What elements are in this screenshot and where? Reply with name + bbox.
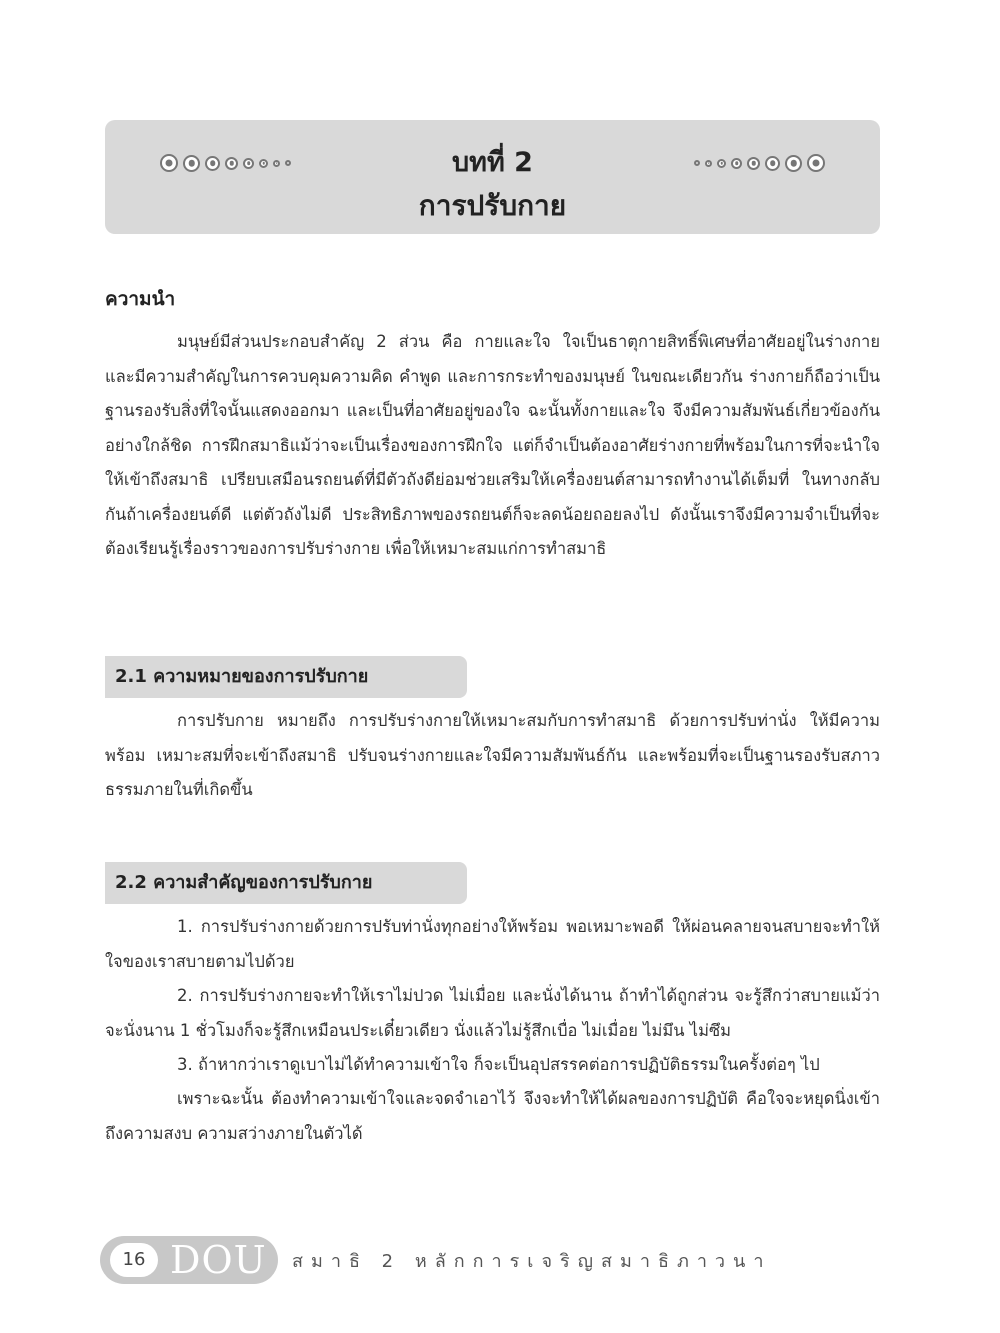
section-2-1-heading: 2.1 ความหมายของการปรับกาย bbox=[105, 656, 467, 698]
ornament-circle-icon bbox=[694, 160, 700, 166]
decorative-dots-right bbox=[694, 154, 825, 172]
conclusion-paragraph: เพราะฉะนั้น ต้องทำความเข้าใจและจดจำเอาไว้ จึงจะทำให้ได้ผลของการปฏิบัติ คือใจจะหยุดนิ่งเข้าถึงความสงบ ความสว่างภายในตัวได้ bbox=[105, 1089, 880, 1143]
intro-paragraph: มนุษย์มีส่วนประกอบสำคัญ 2 ส่วน คือ กายและใจ ใจเป็นธาตุกายสิทธิ์พิเศษที่อาศัยอยู่ในร่างกาย และมีความสำคัญในการควบคุมความคิด คำพูด และการกระทำของมนุษย์ ในขณะเดียวกัน ร่างกายก็ถือว่าเป็นฐานรองรับสิ่งที่ใจนั้นแสดงออกมา และเป็นที่อาศัยอยู่ของใจ ฉะนั้นทั้งกายและใจ จึงมีความสัมพันธ์เกี่ยวข้องกันอย่างใกล้ชิด การฝึกสมาธิแม้ว่าจะเป็นเรื่องของการฝึกใจ แต่ก็จำเป็นต้องอาศัยร่างกายที่พร้อมในการที่จะนำใจให้เข้าถึงสมาธิ เปรียบเสมือนรถยนต์ที่มีตัวถังดีย่อมช่วยเสริมให้เครื่องยนต์สามารถทำงานได้เต็มที่ ในทางกลับกันถ้าเครื่องยนต์ดี แต่ตัวถังไม่ดี ประสิทธิภาพของรถยนต์ก็จะลดน้อยถอยลงไป ดังนั้นเราจึงมีความจำเป็นที่จะต้องเรียนรู้เรื่องราวของการปรับร่างกาย เพื่อให้เหมาะสมแก่การทำสมาธิ bbox=[105, 332, 880, 558]
list-item: 1. การปรับร่างกายด้วยการปรับท่านั่งทุกอย่างให้พร้อม พอเหมาะพอดี ให้ผ่อนคลายจนสบายจะทำให้ใจของเราสบายตามไปด้วย bbox=[105, 917, 880, 971]
ornament-circle-icon bbox=[705, 160, 712, 167]
ornament-circle-icon bbox=[807, 154, 825, 172]
dou-logo: DOU bbox=[170, 1238, 267, 1282]
section-2-2-heading: 2.2 ความสำคัญของการปรับกาย bbox=[105, 862, 467, 904]
section-2-1-paragraph: การปรับกาย หมายถึง การปรับร่างกายให้เหมาะสมกับการทำสมาธิ ด้วยการปรับท่านั่ง ให้มีความพร้อม เหมาะสมที่จะเข้าถึงสมาธิ ปรับจนร่างกายและใจมีความสัมพันธ์กัน และพร้อมที่จะเป็นฐานรองรับสภาวธรรมภายในที่เกิดขึ้น bbox=[105, 711, 880, 799]
page-footer bbox=[100, 1236, 771, 1284]
list-item: 3. ถ้าหากว่าเราดูเบาไม่ได้ทำความเข้าใจ ก็จะเป็นอุปสรรคต่อการปฏิบัติธรรมในครั้งต่อๆ ไป bbox=[177, 1055, 820, 1074]
ornament-circle-icon bbox=[747, 157, 760, 170]
page-number: 16 bbox=[110, 1243, 158, 1277]
footer-badge bbox=[100, 1236, 278, 1284]
ornament-circle-icon bbox=[731, 158, 742, 169]
chapter-title: การปรับกาย bbox=[418, 189, 567, 222]
ornament-circle-icon bbox=[717, 159, 726, 168]
chapter-header bbox=[105, 120, 880, 234]
chapter-number: บทที่ 2 bbox=[452, 147, 533, 178]
book-title: สมาธิ 2 หลักการเจริญสมาธิภาวนา bbox=[292, 1250, 772, 1272]
list-item: 2. การปรับร่างกายจะทำให้เราไม่ปวด ไม่เมื่อย และนั่งได้นาน ถ้าทำได้ถูกส่วน จะรู้สึกว่าสบายแม้ว่าจะนั่งนาน 1 ชั่วโมงก็จะรู้สึกเหมือนประเดี๋ยวเดียว นั่งแล้วไม่รู้สึกเบื่อ ไม่เมื่อย ไม่มึน ไม่ซึม bbox=[105, 986, 880, 1040]
ornament-circle-icon bbox=[765, 156, 780, 171]
ornament-circle-icon bbox=[785, 155, 802, 172]
intro-heading: ความนำ bbox=[105, 288, 176, 310]
